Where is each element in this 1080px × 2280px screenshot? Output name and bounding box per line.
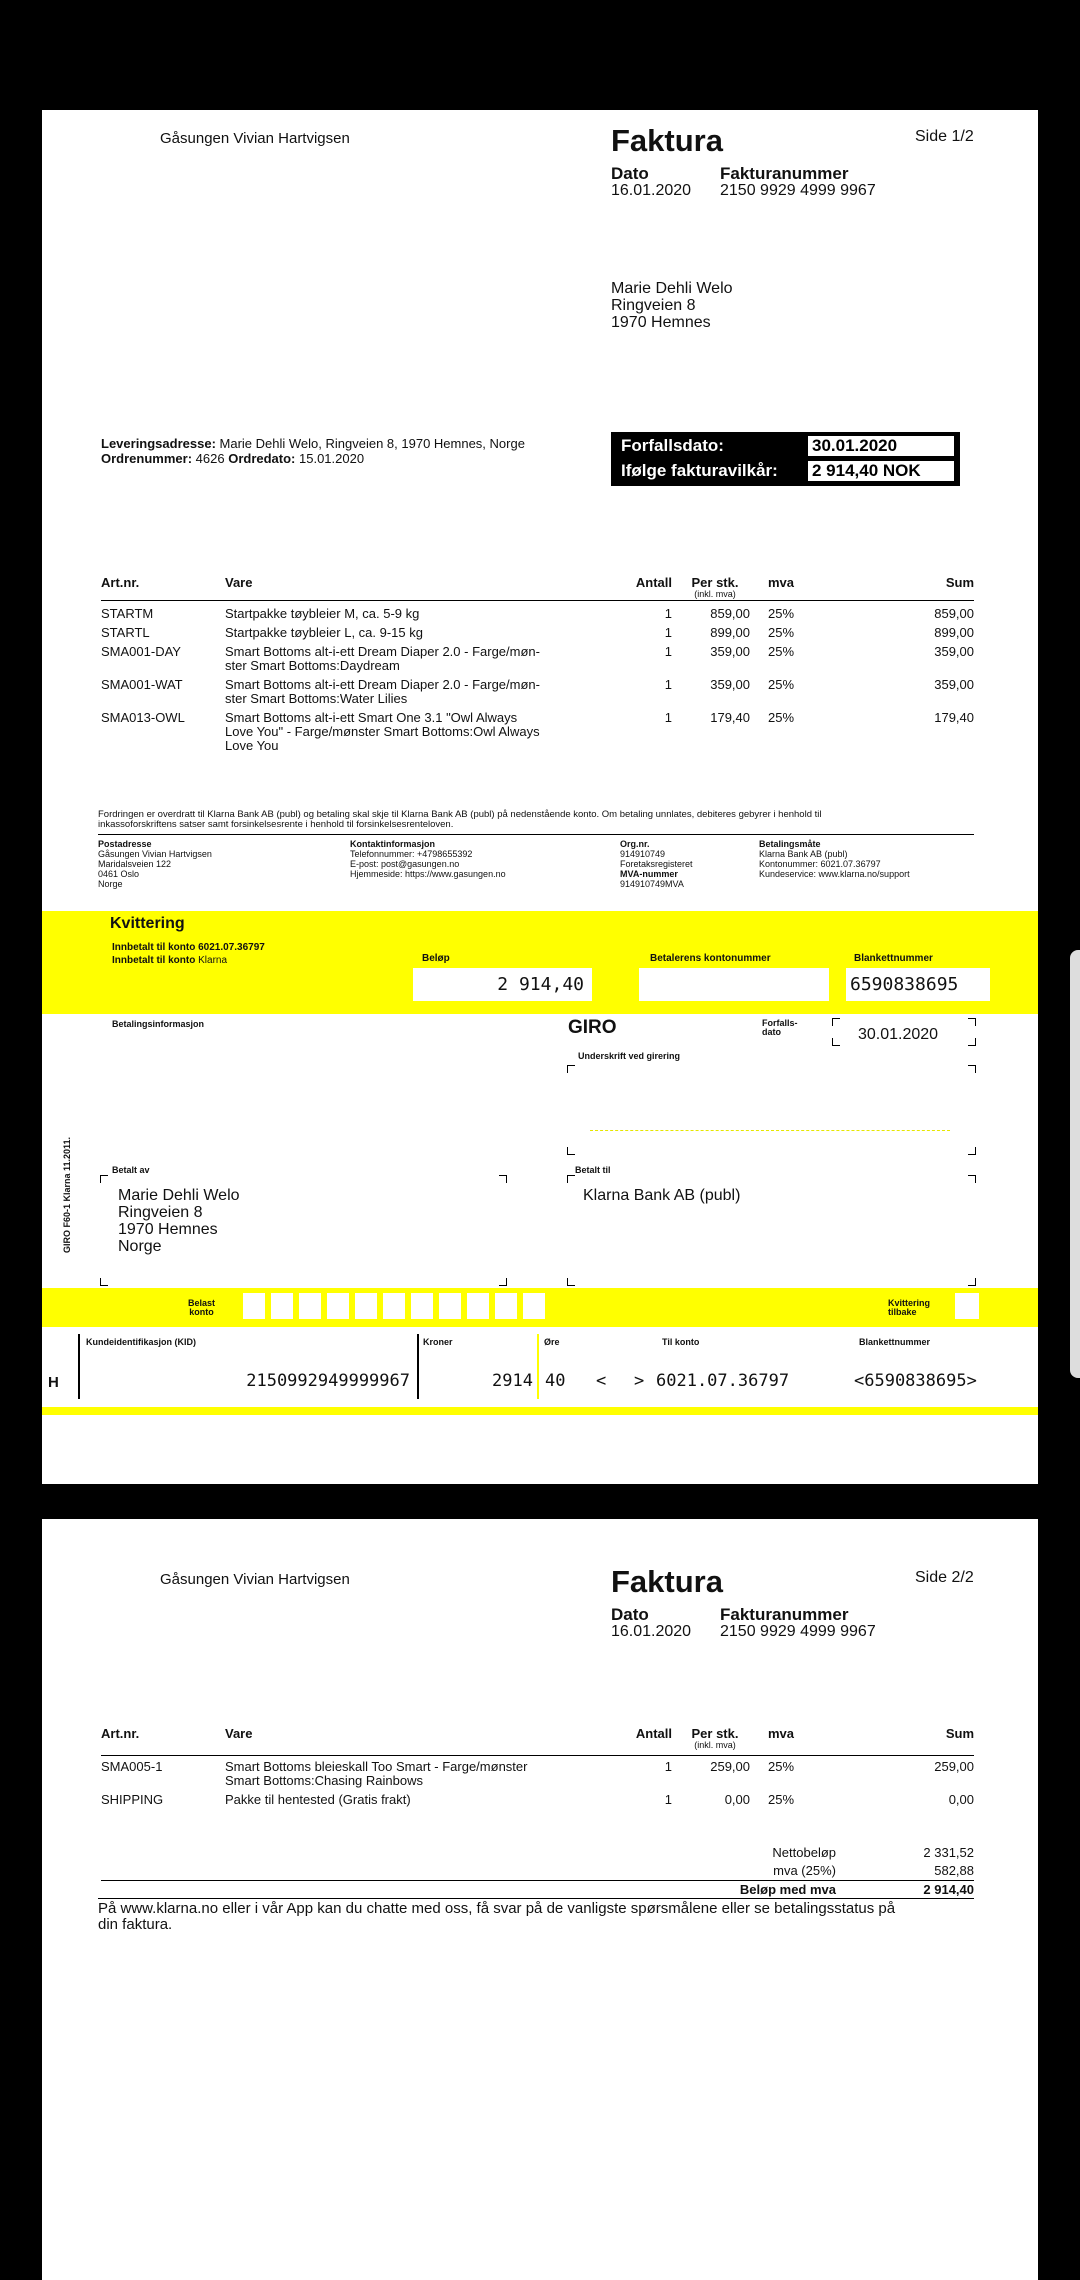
kid-label: Kundeidentifikasjon (KID)	[86, 1337, 196, 1347]
signature-label: Underskrift ved girering	[578, 1051, 681, 1061]
amount-box	[413, 968, 592, 1001]
description-line: Love You	[225, 738, 279, 753]
col-mva: mva	[768, 575, 795, 590]
postal-title: Postadresse	[98, 839, 152, 849]
note-line: På www.klarna.no eller i vår App kan du chatte med oss, få svar på de vanligste spørsmålene eller se betalingsstatus på	[98, 1900, 896, 1917]
assignment-line: inkassoforskriftens satser samt forsinkelsesrente i henhold til forsinkelsesrenteloven.	[98, 819, 454, 830]
col-perstk: Per stk.	[691, 1726, 739, 1741]
vat-label: mva (25%)	[773, 1863, 836, 1878]
description-line: Smart Bottoms bleieskall Too Smart - Farge/mønster	[225, 1759, 528, 1774]
digit-box[interactable]	[299, 1293, 321, 1319]
quantity-cell: 1	[664, 625, 672, 640]
org-title: Org.nr.	[620, 839, 650, 849]
divider	[417, 1334, 419, 1399]
contact-line: Hjemmeside: https://www.gasungen.no	[350, 869, 506, 879]
col-mva: mva	[768, 1726, 795, 1741]
col-vare: Vare	[225, 575, 253, 590]
description-cell	[225, 607, 585, 621]
footer-postal	[98, 839, 212, 889]
payer-account-label: Betalerens kontonummer	[650, 953, 771, 964]
totals-divider	[98, 1898, 974, 1899]
contact-line: E-post: post@gasungen.no	[350, 859, 460, 869]
kroner-label: Kroner	[423, 1337, 453, 1347]
description-line: Smart Bottoms:Chasing Rainbows	[225, 1773, 423, 1788]
description-line: Startpakke tøybleier L, ca. 9-15 kg	[225, 625, 423, 640]
sum-cell: 359,00	[934, 644, 974, 659]
col-perstk-sub: (inkl. mva)	[694, 1740, 736, 1750]
vat-cell: 25%	[768, 625, 795, 640]
debit-account-label	[188, 1299, 215, 1317]
paid-to-recipient: Klarna Bank AB (publ)	[583, 1187, 741, 1204]
paid-to-account: Innbetalt til konto 6021.07.36797	[112, 942, 265, 953]
due-label-2: dato	[762, 1027, 781, 1037]
vat-cell: 25%	[768, 710, 795, 725]
digit-box[interactable]	[495, 1293, 517, 1319]
receipt-back-2: tilbake	[888, 1307, 917, 1317]
col-vare: Vare	[225, 1726, 253, 1741]
table-divider	[101, 1755, 974, 1756]
artnr-cell: SHIPPING	[101, 1792, 164, 1807]
order-date-label: Ordredato:	[228, 451, 296, 466]
quantity-cell: 1	[664, 644, 672, 659]
page-indicator: Side 1/2	[915, 128, 974, 145]
due-label-1: Forfalls-	[762, 1018, 798, 1028]
unit-price-cell: 0,00	[724, 1792, 750, 1807]
corner-mark	[567, 1278, 575, 1286]
due-date-value: 30.01.2020	[808, 436, 954, 456]
postal-line: 0461 Oslo	[98, 869, 140, 879]
receipt-back-label	[888, 1299, 930, 1317]
payment-title: Betalingsmåte	[759, 839, 821, 849]
delivery-label: Leveringsadresse:	[101, 436, 216, 451]
digit-box[interactable]	[411, 1293, 433, 1319]
org-line: Foretaksregisteret	[620, 859, 693, 869]
corner-mark	[968, 1278, 976, 1286]
vat-cell: 25%	[768, 1759, 795, 1774]
invoice-date: 16.01.2020	[611, 1623, 692, 1640]
corner-mark	[968, 1018, 976, 1026]
contact-title: Kontaktinformasjon	[350, 839, 436, 849]
order-number: 4626	[195, 451, 225, 466]
total-value: 2 914,40	[923, 1882, 974, 1897]
recipient-line: Ringveien 8	[611, 297, 696, 314]
sum-cell: 0,00	[948, 1792, 974, 1807]
digit-box[interactable]	[271, 1293, 293, 1319]
debit-label-1: Belast	[188, 1298, 216, 1308]
description-line: Love You" - Farge/mønster Smart Bottoms:Owl Always	[225, 724, 540, 739]
payment-line: Klarna Bank AB (publ)	[759, 849, 848, 859]
corner-mark	[832, 1018, 840, 1026]
description-cell	[225, 1793, 585, 1807]
divider	[78, 1334, 80, 1399]
postal-line: Maridalsveien 122	[98, 859, 172, 869]
corner-mark	[968, 1147, 976, 1155]
digit-box[interactable]	[355, 1293, 377, 1319]
paid-to-label-2: Betalt til	[575, 1165, 611, 1175]
corner-mark	[567, 1065, 575, 1073]
giro-form-code: GIRO F60-1 Klarna 11.2011.	[62, 1136, 72, 1254]
totals-divider	[101, 1880, 974, 1881]
footer-payment	[759, 839, 910, 879]
corner-mark	[499, 1175, 507, 1183]
h-marker: H	[48, 1374, 59, 1391]
artnr-cell: SMA001-WAT	[101, 677, 183, 692]
sum-cell: 899,00	[934, 625, 974, 640]
artnr-cell: SMA005-1	[101, 1759, 163, 1774]
col-artnr: Art.nr.	[101, 575, 140, 590]
footer-org	[620, 839, 693, 889]
paid-to-label: Innbetalt til konto	[112, 955, 196, 966]
quantity-cell: 1	[664, 606, 672, 621]
corner-mark	[567, 1175, 575, 1183]
to-account-value: 6021.07.36797	[656, 1371, 790, 1391]
paid-by-address	[118, 1187, 240, 1255]
paid-by-line: Marie Dehli Welo	[118, 1187, 240, 1204]
date-label: Dato	[611, 164, 649, 183]
giro-bottom-strip	[42, 1407, 1038, 1415]
net-label: Nettobeløp	[772, 1845, 836, 1860]
recipient-address	[611, 280, 733, 331]
quantity-cell: 1	[664, 1759, 672, 1774]
paid-to-name: Klarna	[198, 955, 228, 966]
kid-number: 2150992949999967	[246, 1371, 410, 1391]
invoice-number: 2150 9929 4999 9967	[720, 1623, 876, 1640]
vat-cell: 25%	[768, 644, 795, 659]
invoice-page-2	[42, 1519, 1038, 2280]
vat-title: MVA-nummer	[620, 869, 678, 879]
invoice-date: 16.01.2020	[611, 182, 692, 199]
invoice-number: 2150 9929 4999 9967	[720, 182, 876, 199]
giro-title: GIRO	[568, 1017, 617, 1038]
digit-box[interactable]	[523, 1293, 545, 1319]
org-line: 914910749	[620, 849, 666, 859]
control-lt: <	[596, 1371, 607, 1391]
amount-value: 2 914,40	[497, 974, 584, 995]
sum-cell: 259,00	[934, 1759, 974, 1774]
receipt-back-checkbox[interactable]	[955, 1293, 979, 1319]
artnr-cell: SMA013-OWL	[101, 710, 185, 725]
date-label: Dato	[611, 1605, 649, 1624]
debit-account-digits[interactable]	[243, 1293, 553, 1319]
corner-mark	[968, 1065, 976, 1073]
corner-mark	[968, 1038, 976, 1046]
payment-line: Kundeservice: www.klarna.no/support	[759, 869, 910, 879]
payment-line: Kontonummer: 6021.07.36797	[759, 859, 881, 869]
payment-info-label: Betalingsinformasjon	[112, 1019, 205, 1029]
description-line: Smart Bottoms alt-i-ett Smart One 3.1 "Owl Always	[225, 710, 518, 725]
giro-due-date: 30.01.2020	[858, 1026, 939, 1043]
invoice-number-label: Fakturanummer	[720, 164, 849, 183]
form-number-label: Blankettnummer	[854, 953, 933, 964]
postal-line: Norge	[98, 879, 123, 889]
artnr-cell: SMA001-DAY	[101, 644, 181, 659]
receipt-back-1: Kvittering	[888, 1298, 931, 1308]
delivery-address: Marie Dehli Welo, Ringveien 8, 1970 Hemnes, Norge	[219, 436, 525, 451]
assignment-notice	[98, 810, 978, 830]
paid-by-line: Ringveien 8	[118, 1204, 203, 1221]
unit-price-cell: 859,00	[710, 606, 750, 621]
debit-label-2: konto	[189, 1307, 214, 1317]
sum-cell: 359,00	[934, 677, 974, 692]
assignment-line: Fordringen er overdratt til Klarna Bank AB (publ) og betaling skal skje til Klarna Bank AB (publ) på nedenstående konto. Om betaling unnlates, debiteres gebyrer i henhold til	[98, 809, 822, 820]
sum-cell: 859,00	[934, 606, 974, 621]
corner-mark	[832, 1038, 840, 1046]
quantity-cell: 1	[664, 677, 672, 692]
contact-line: Telefonnummer: +4798655392	[350, 849, 473, 859]
artnr-cell: STARTM	[101, 606, 154, 621]
col-antall: Antall	[635, 1726, 672, 1741]
unit-price-cell: 259,00	[710, 1759, 750, 1774]
due-label	[762, 1019, 798, 1037]
due-box	[611, 432, 960, 486]
digit-box[interactable]	[439, 1293, 461, 1319]
paid-by-line: 1970 Hemnes	[118, 1221, 218, 1238]
paid-by-label: Betalt av	[112, 1165, 150, 1175]
form-number-box	[846, 968, 990, 1001]
note-line: din faktura.	[98, 1916, 173, 1933]
description-line: Smart Bottoms alt-i-ett Dream Diaper 2.0 - Farge/møn-	[225, 677, 540, 692]
page-indicator: Side 2/2	[915, 1569, 974, 1586]
form-number-value: 6590838695	[850, 974, 959, 995]
invoice-number-label: Fakturanummer	[720, 1605, 849, 1624]
recipient-line: Marie Dehli Welo	[611, 280, 733, 297]
total-label: Beløp med mva	[739, 1882, 836, 1897]
corner-mark	[968, 1175, 976, 1183]
footer-divider	[98, 834, 974, 835]
terms-amount: 2 914,40 NOK	[808, 461, 954, 481]
control-gt: >	[634, 1371, 645, 1391]
to-account-label: Til konto	[662, 1337, 700, 1347]
signature-line[interactable]	[590, 1130, 950, 1131]
payer-account-box	[639, 968, 829, 1001]
quantity-cell: 1	[664, 710, 672, 725]
col-antall: Antall	[635, 575, 672, 590]
kroner-value: 2914	[492, 1371, 533, 1391]
terms-label: Ifølge fakturavilkår:	[621, 461, 778, 480]
description-cell	[225, 626, 585, 640]
invoice-title: Faktura	[611, 123, 723, 158]
unit-price-cell: 359,00	[710, 644, 750, 659]
artnr-cell: STARTL	[101, 625, 150, 640]
footer-contact	[350, 839, 506, 879]
company-name: Gåsungen Vivian Hartvigsen	[160, 1571, 350, 1588]
unit-price-cell: 179,40	[710, 710, 750, 725]
col-artnr: Art.nr.	[101, 1726, 140, 1741]
order-number-label: Ordrenummer:	[101, 451, 193, 466]
description-line: Smart Bottoms alt-i-ett Dream Diaper 2.0 - Farge/møn-	[225, 644, 540, 659]
ore-label: Øre	[544, 1337, 560, 1347]
description-cell	[225, 645, 585, 673]
due-date-label: Forfallsdato:	[621, 436, 724, 455]
corner-mark	[499, 1278, 507, 1286]
description-cell	[225, 678, 585, 706]
digit-box[interactable]	[243, 1293, 265, 1319]
description-line: Startpakke tøybleier M, ca. 5-9 kg	[225, 606, 420, 621]
receipt-title: Kvittering	[110, 915, 185, 932]
delivery-info	[101, 436, 525, 466]
digit-box[interactable]	[327, 1293, 349, 1319]
col-sum: Sum	[945, 575, 974, 590]
unit-price-cell: 899,00	[710, 625, 750, 640]
corner-mark	[100, 1278, 108, 1286]
postal-line: Gåsungen Vivian Hartvigsen	[98, 849, 212, 859]
paid-to-account-2	[112, 955, 227, 966]
description-line: ster Smart Bottoms:Daydream	[225, 658, 400, 673]
net-value: 2 331,52	[923, 1845, 974, 1860]
quantity-cell: 1	[664, 1792, 672, 1807]
vat-value: 582,88	[934, 1863, 974, 1878]
digit-box[interactable]	[383, 1293, 405, 1319]
digit-box[interactable]	[467, 1293, 489, 1319]
company-name: Gåsungen Vivian Hartvigsen	[160, 130, 350, 147]
form-number-code: <6590838695>	[854, 1371, 977, 1391]
col-sum: Sum	[945, 1726, 974, 1741]
invoice-title: Faktura	[611, 1564, 723, 1599]
col-perstk: Per stk.	[691, 575, 739, 590]
vat-cell: 25%	[768, 606, 795, 621]
table-divider	[101, 600, 974, 601]
invoice-page-1	[42, 110, 1038, 1484]
description-line: Pakke til hentested (Gratis frakt)	[225, 1792, 411, 1807]
scrollbar[interactable]	[1070, 950, 1080, 1378]
description-line: ster Smart Bottoms:Water Lilies	[225, 691, 408, 706]
vat-cell: 25%	[768, 677, 795, 692]
vat-cell: 25%	[768, 1792, 795, 1807]
recipient-line: 1970 Hemnes	[611, 314, 711, 331]
order-date: 15.01.2020	[299, 451, 365, 466]
corner-mark	[567, 1147, 575, 1155]
chat-note	[98, 1901, 998, 1933]
vat-number: 914910749MVA	[620, 879, 684, 889]
paid-by-line: Norge	[118, 1238, 162, 1255]
unit-price-cell: 359,00	[710, 677, 750, 692]
form-number-label-2: Blankettnummer	[859, 1337, 931, 1347]
amount-label: Beløp	[422, 953, 450, 964]
description-cell	[225, 711, 585, 753]
ore-value: 40	[545, 1371, 566, 1391]
corner-mark	[100, 1175, 108, 1183]
col-perstk-sub: (inkl. mva)	[694, 589, 736, 599]
divider	[537, 1334, 539, 1399]
sum-cell: 179,40	[934, 710, 974, 725]
description-cell	[225, 1760, 585, 1788]
